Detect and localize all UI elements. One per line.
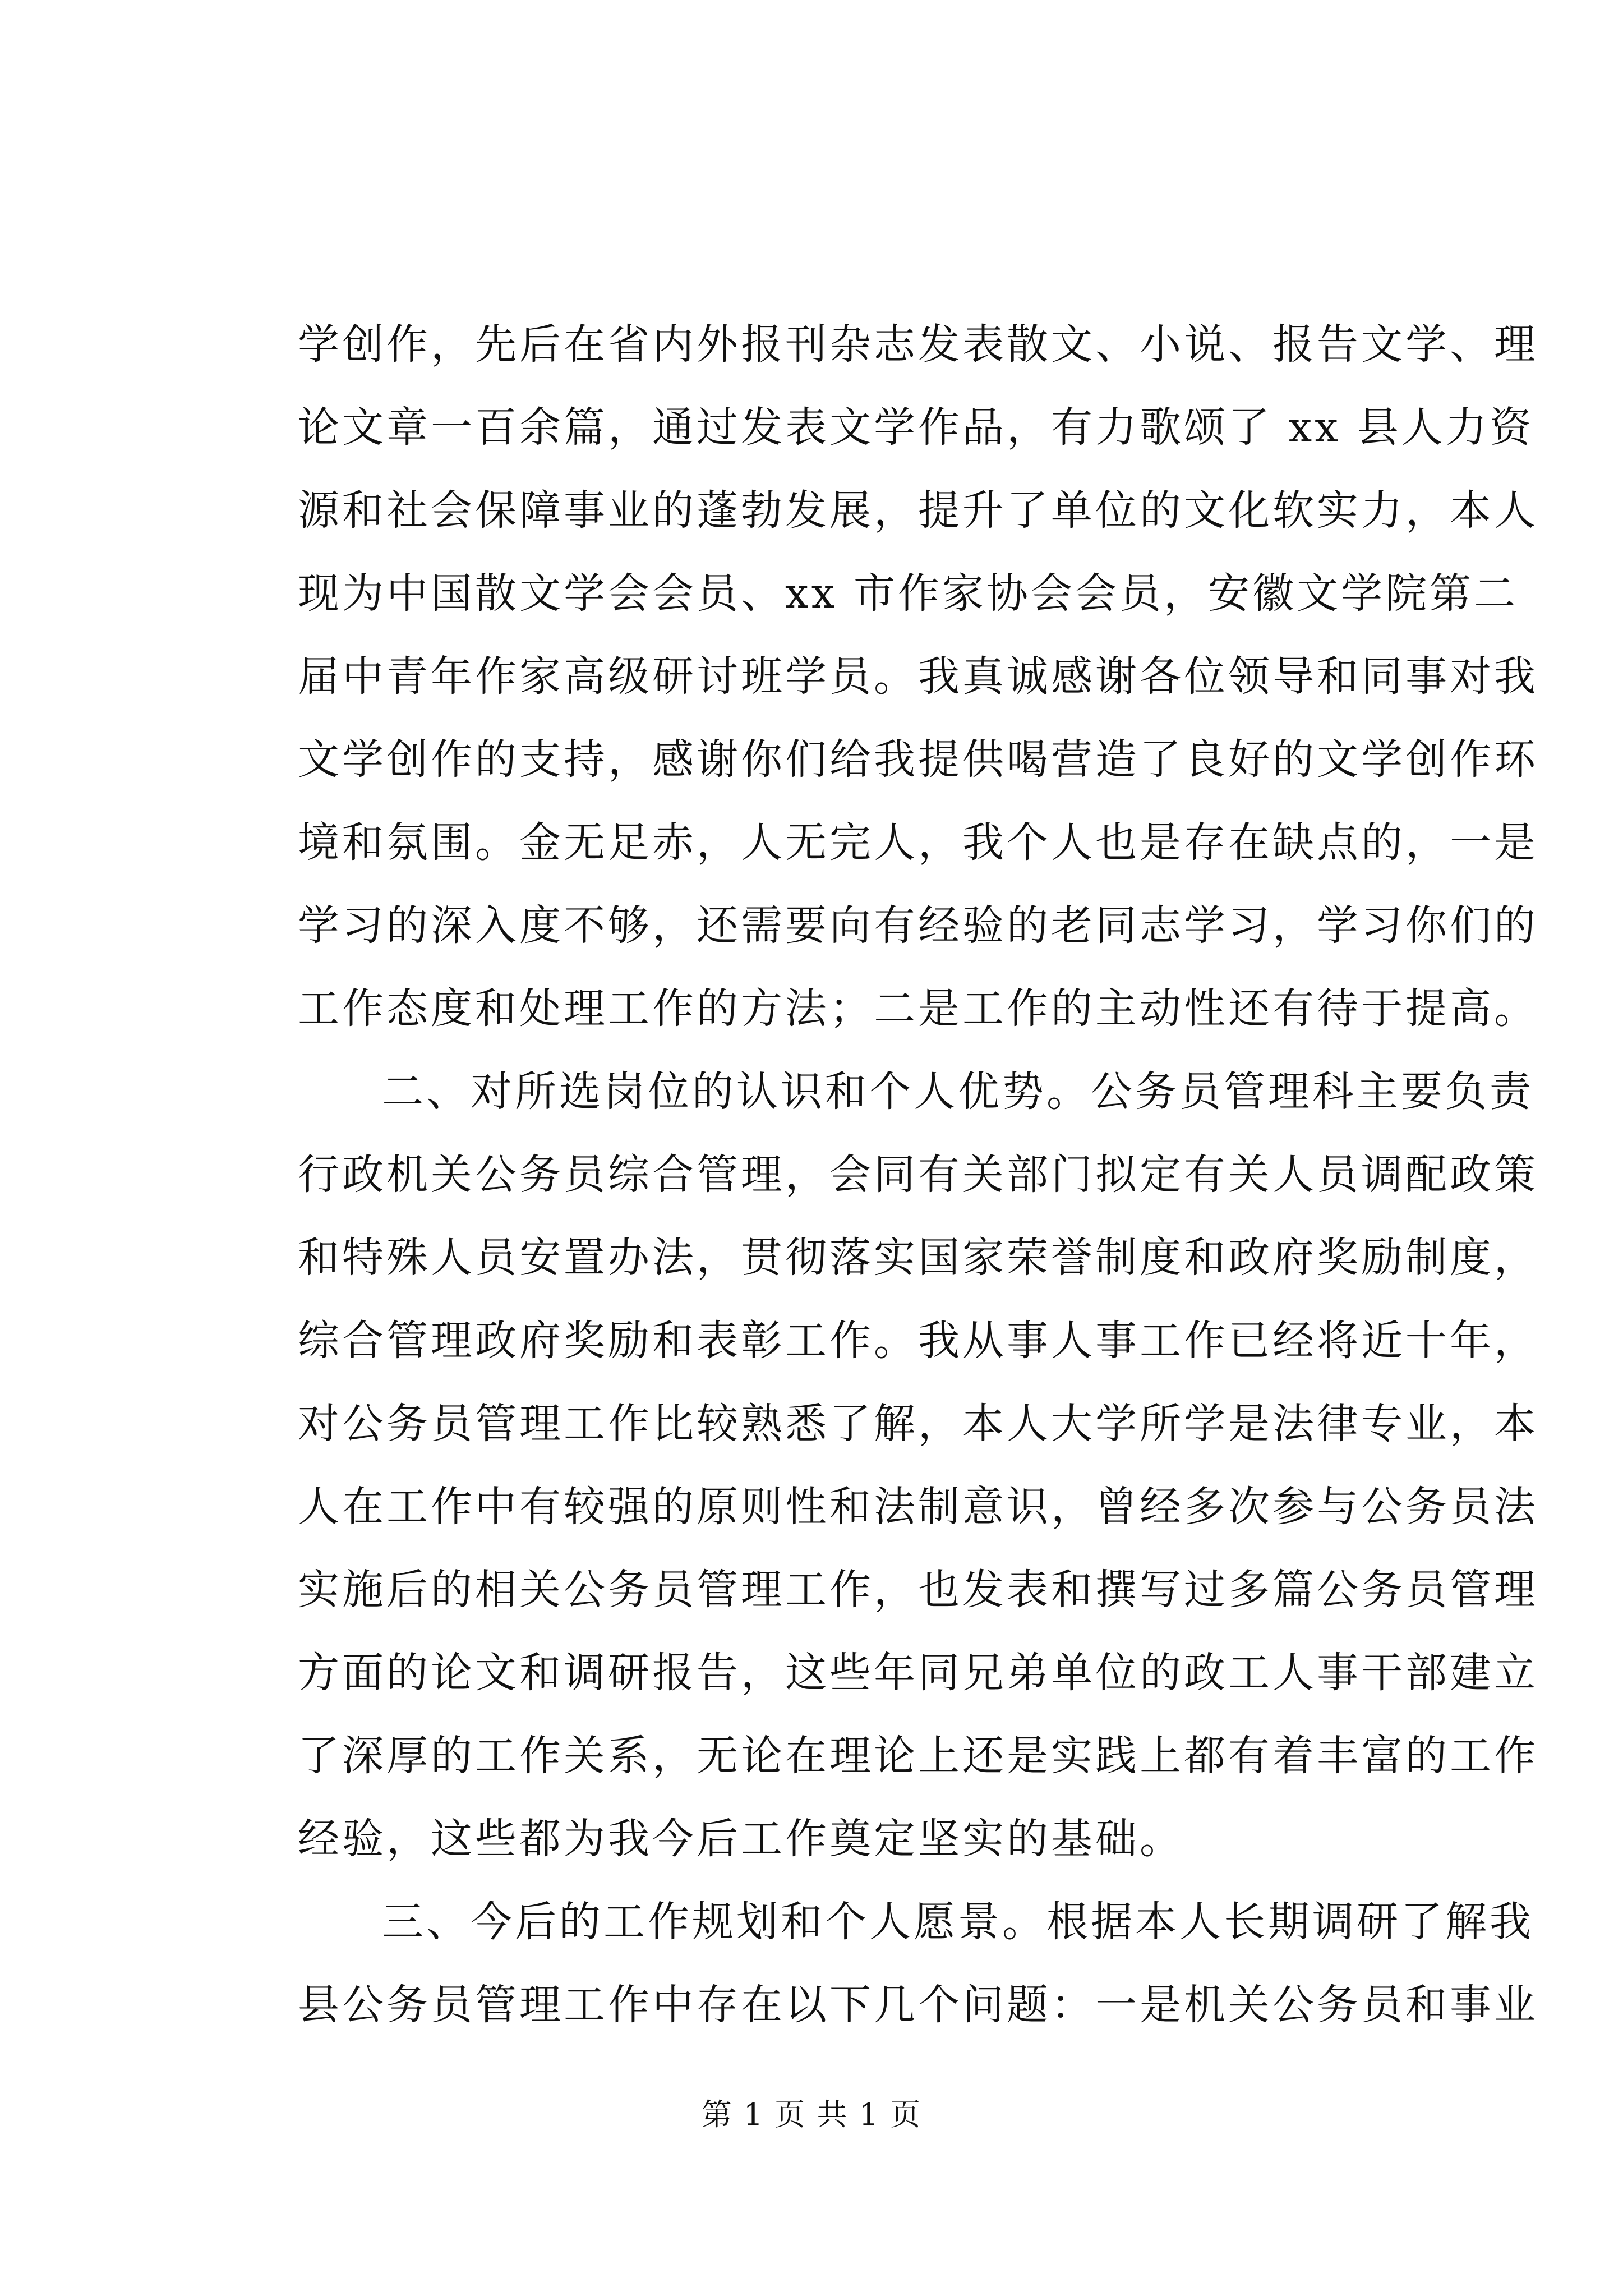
text-line: 经验，这些都为我今后工作奠定坚实的基础。 [298, 1815, 1184, 1863]
section-heading-line: 三、今后的工作规划和个人愿景。根据本人长期调研了解我 [382, 1898, 1534, 1946]
text-line: 学习的深入度不够，还需要向有经验的老同志学习，学习你们的 [298, 901, 1538, 950]
text-line: 人在工作中有较强的原则性和法制意识，曾经多次参与公务员法 [298, 1483, 1538, 1531]
text-line: 届中青年作家高级研讨班学员。我真诚感谢各位领导和同事对我 [298, 652, 1538, 701]
text-line: 学创作，先后在省内外报刊杂志发表散文、小说、报告文学、理 [298, 320, 1538, 369]
text-line: 论文章一百余篇，通过发表文学作品，有力歌颂了 xx 县人力资 [298, 403, 1534, 452]
text-line: 了深厚的工作关系，无论在理论上还是实践上都有着丰富的工作 [298, 1732, 1538, 1780]
text-line: 现为中国散文学会会员、xx 市作家协会会员，安徽文学院第二 [298, 569, 1518, 618]
text-line: 实施后的相关公务员管理工作，也发表和撰写过多篇公务员管理 [298, 1566, 1538, 1614]
text-line: 方面的论文和调研报告，这些年同兄弟单位的政工人事干部建立 [298, 1649, 1538, 1697]
page-number-footer: 第 1 页 共 1 页 [701, 2097, 922, 2132]
text-line: 综合管理政府奖励和表彰工作。我从事人事工作已经将近十年， [298, 1317, 1538, 1365]
text-line: 境和氛围。金无足赤，人无完人，我个人也是存在缺点的，一是 [298, 818, 1538, 867]
text-line: 工作态度和处理工作的方法；二是工作的主动性还有待于提高。 [298, 984, 1538, 1033]
document-body [298, 303, 1538, 2046]
text-line: 对公务员管理工作比较熟悉了解，本人大学所学是法律专业，本 [298, 1400, 1538, 1448]
text-line: 县公务员管理工作中存在以下几个问题：一是机关公务员和事业 [298, 1981, 1538, 2029]
text-line: 和特殊人员安置办法，贯彻落实国家荣誉制度和政府奖励制度， [298, 1234, 1538, 1282]
section-heading-line: 二、对所选岗位的认识和个人优势。公务员管理科主要负责 [382, 1068, 1534, 1116]
text-line: 源和社会保障事业的蓬勃发展，提升了单位的文化软实力，本人 [298, 486, 1538, 535]
text-line: 文学创作的支持，感谢你们给我提供喝营造了良好的文学创作环 [298, 735, 1538, 784]
text-line: 行政机关公务员综合管理，会同有关部门拟定有关人员调配政策 [298, 1151, 1538, 1199]
